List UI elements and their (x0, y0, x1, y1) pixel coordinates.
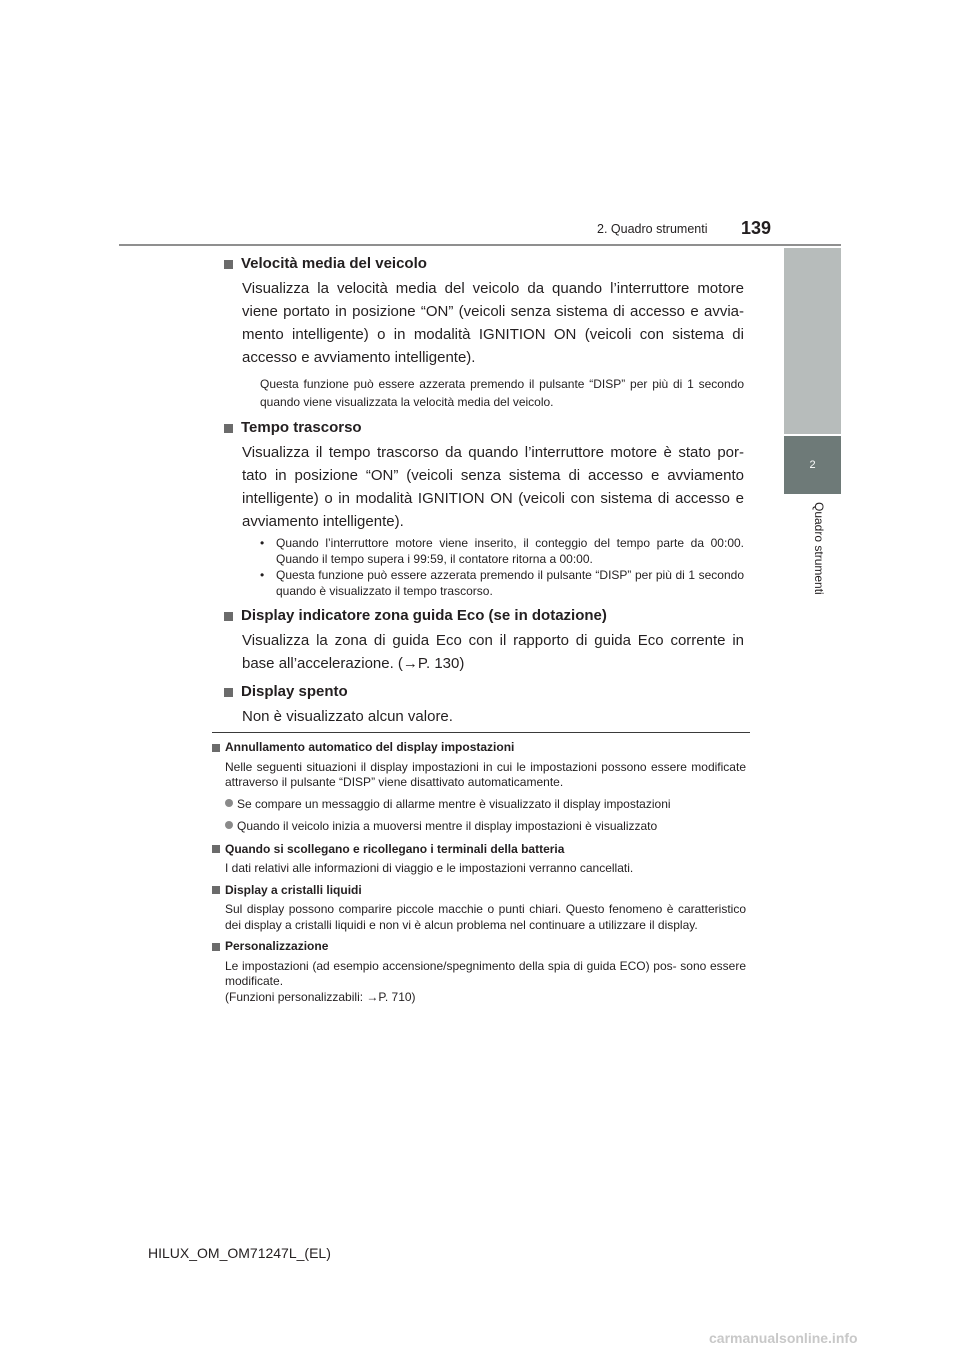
chapter-number: 2 (809, 459, 816, 471)
item-title: Display indicatore zona guida Eco (se in dotazione) (241, 607, 607, 624)
bullet-dot-icon: • (260, 536, 265, 550)
square-bullet-icon (212, 744, 220, 752)
info-text-reference: (Funzioni personalizzabili: →P. 710) (225, 989, 416, 1004)
list-item: Se compare un messaggio di allarme mentre è visualizzato il display impostazioni (225, 797, 746, 813)
info-divider (212, 732, 750, 733)
info-title: Annullamento automatico del display impostazioni (225, 740, 515, 754)
square-bullet-icon (224, 688, 233, 697)
list-item: • Questa funzione può essere azzerata premendo il pulsante “DISP” per più di 1 secondo quando è visualizzato il tempo trascorso. (260, 568, 744, 598)
square-bullet-icon (212, 886, 220, 894)
item-body: Visualizza il tempo trascorso da quando l’interruttore motore è stato por- tato in posizione “ON” (veicoli senza sistema di accesso e avviamento intelligente) o in modalità IGNITION ON (veicoli con sistema di accesso e avviamento intelligente). (242, 444, 744, 530)
info-title: Display a cristalli liquidi (225, 882, 362, 897)
info-text: Nelle seguenti situazioni il display impostazioni in cui le impostazioni possono essere modificate attraverso il pulsante “DISP” viene disattivato automaticamente. (225, 759, 746, 789)
info-title: Quando si scollegano e ricollegano i terminali della batteria (225, 841, 565, 856)
info-text: Le impostazioni (ad esempio accensione/spegnimento della spia di guida ECO) pos- sono essere modificate. (225, 958, 746, 988)
item-display-off (224, 681, 744, 728)
section-title: 2. Quadro strumenti (597, 222, 708, 236)
item-average-speed (224, 253, 744, 411)
watermark: carmanualsonline.info (709, 1330, 858, 1346)
bullet-dot-icon: • (260, 568, 265, 582)
chapter-tab (784, 436, 841, 494)
item-note: Questa funzione può essere azzerata premendo il pulsante “DISP” per più di 1 secondo quando viene visualizzata la velocità media del veicolo. (260, 377, 744, 409)
circle-bullet-icon (225, 821, 233, 829)
document-code: HILUX_OM_OM71247L_(EL) (148, 1245, 331, 1261)
info-text: I dati relativi alle informazioni di viaggio e le impostazioni verranno cancellati. (225, 861, 634, 875)
info-section (212, 740, 746, 1011)
item-title: Velocità media del veicolo (241, 255, 427, 272)
chapter-label: Quadro strumenti (812, 502, 826, 595)
item-eco-zone (224, 605, 744, 675)
info-title: Personalizzazione (225, 939, 329, 953)
square-bullet-icon (224, 260, 233, 269)
square-bullet-icon (212, 943, 220, 951)
item-body: Visualizza la velocità media del veicolo da quando l’interruttore motore viene portato in posizione “ON” (veicoli senza sistema di accesso e avvia- mento intelligente) o in modalità IGNITION ON (veicoli con sistema di accesso e avviamento intelligente). (242, 280, 744, 366)
item-body: Visualizza la zona di guida Eco con il rapporto di guida Eco corrente in base all’accelerazione. (→P. 130) (242, 632, 744, 672)
item-title: Display spento (241, 683, 348, 700)
info-text: Sul display possono comparire piccole macchie o punti chiari. Questo fenomeno è caratteristico dei display a cristalli liquidi e non vi è alcun problema nel continuare a utilizzare il display. (225, 902, 746, 932)
circle-bullet-icon (225, 799, 233, 807)
item-elapsed-time (224, 417, 744, 599)
square-bullet-icon (212, 845, 220, 853)
item-body: Non è visualizzato alcun valore. (242, 708, 453, 725)
side-tab-bar (784, 248, 841, 434)
square-bullet-icon (224, 612, 233, 621)
page-number: 139 (741, 218, 772, 238)
header-divider (119, 244, 841, 246)
item-title: Tempo trascorso (241, 419, 362, 436)
main-content (224, 253, 744, 734)
list-item: • Quando l’interruttore motore viene inserito, il conteggio del tempo parte da 00:00. Quando il tempo supera i 99:59, il contatore ritorna a 00:00. (260, 536, 744, 566)
square-bullet-icon (224, 424, 233, 433)
item-bullets (260, 535, 744, 599)
list-item: Quando il veicolo inizia a muoversi mentre il display impostazioni è visualizzato (225, 819, 746, 835)
